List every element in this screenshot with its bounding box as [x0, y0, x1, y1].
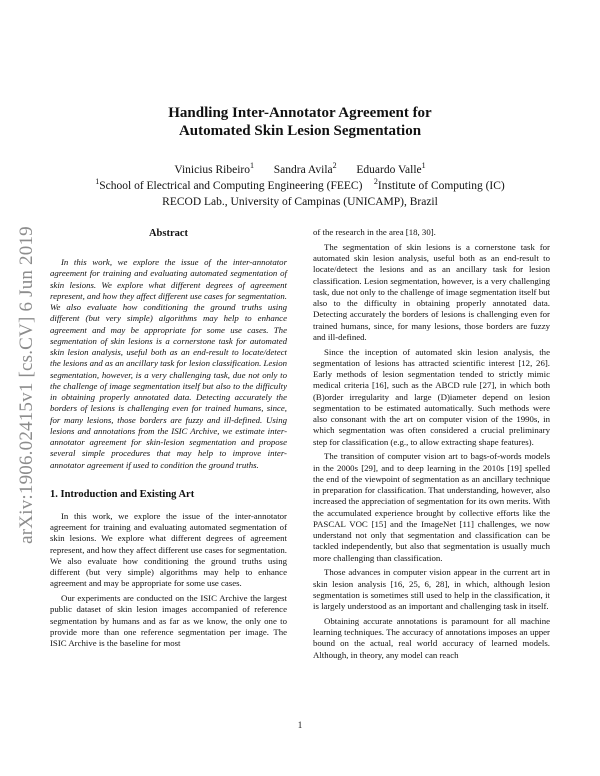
affiliation-line: [60, 174, 540, 194]
body-paragraph: Obtaining accurate annotations is paramount for all machine learning techniques. The accuracy of annotations imposes an upper bound on the actual, real world accuracy of learned models. Although, in theory, any model can reach: [313, 615, 550, 660]
author-name: Sandra Avila: [273, 163, 333, 176]
author-name: Eduardo Valle: [356, 163, 422, 176]
body-paragraph: Those advances in computer vision appear in the current art in skin lesion analysis [16, 25, 6, 28], in which, although lesion segmentation is sometimes still used to help in the classification, it is largely understood as an important and challenging task in itself.: [313, 567, 550, 611]
author-affil-mark: 1: [421, 161, 426, 170]
body-paragraph: The transition of computer vision art to bags-of-words models in the 2000s [29], and to deep learning in the 2010s [19] spelled the end of the viewpoint of segmentation as an ancillary technique in preparation for classification. That understanding, however, also increased the appreciation of segmentation for its own merits. With the accumulated experience brought by collective efforts like the PASCAL VOC [15] and the ImageNet [11] challenges, we now understand not only that segmentation and classification can be tackled independently, but also that segmentation is usually much more challenging than classification.: [313, 451, 550, 563]
abstract-heading: Abstract: [148, 228, 189, 239]
arxiv-identifier: [16, 215, 38, 555]
author-name: Vinicius Ribeiro: [174, 163, 250, 176]
body-paragraph-continuation: of the research in the area [18, 30].: [313, 227, 436, 237]
affiliation-text: Institute of Computing (IC): [377, 179, 505, 192]
right-column: [313, 227, 550, 661]
body-paragraph: Since the inception of automated skin lesion analysis, the segmentation of lesions has attracted scientific interest [12, 26]. Early methods of lesion segmentation tended to strictly mimic medical criteria [16], such as the ABCD rule [27], in which both (B)order irregularity and large (D)iameter depend on lesion segmentation to be estimated automatically. Such methods were also consonant with the art on computer vision of the 1990s, in which segmentation was often considered a crucial preliminary step for classification (e.g., to allow extracting shape features).: [313, 346, 550, 447]
institution: RECOD Lab., University of Campinas (UNICAMP), Brazil: [162, 195, 438, 208]
arxiv-identifier-text: arXiv:1906.02415v1 [cs.CV] 6 Jun 2019: [16, 226, 37, 544]
author-affil-mark: 1: [250, 161, 254, 170]
affiliations: [60, 174, 540, 210]
paper-title: [60, 104, 540, 140]
author-affil-mark: 2: [332, 161, 337, 170]
body-paragraph: In this work, we explore the issue of the inter-annotator agreement for training and evaluating automated segmentation of skin lesions. We explore what different degrees of agreement represent, and how they affect different use cases for segmentation. We also evaluate how conditioning the ground truths using different (but very simple) algorithms may help to enhance agreement and may be appropriate for some use cases.: [50, 510, 287, 589]
left-column: [50, 227, 287, 649]
page-number: 1: [297, 720, 303, 730]
title-line-1: Handling Inter-Annotator Agreement for: [168, 105, 432, 121]
body-paragraph: The segmentation of skin lesions is a cornerstone task for automated skin lesion analysis, useful both as an end-result to locate/detect the lesions and as an ancillary task for lesion classification. Lesion segmentation, however, is a very challenging task, due not only to the challenge of image segmentation itself but also to the difficulty in obtaining properly annotated data. Detecting accurately the borders of lesions is challenging even for trained humans, since, for many lesions, those borders are fuzzy and ill-defined.: [313, 241, 550, 342]
title-line-2: Automated Skin Lesion Segmentation: [178, 123, 422, 139]
affiliation-mark: 1: [95, 177, 100, 186]
abstract-text: In this work, we explore the issue of the inter-annotator agreement for training and evaluating automated segmentation of skin lesions. We explore what different degrees of agreement represent, and how they affect different use cases for segmentation. We also evaluate how conditioning the ground truths using different (but very simple) algorithms may help to enhance agreement and may be appropriate for some use cases. The segmentation of skin lesions is a cornerstone task for automated skin lesion analysis, useful both as an end-result to locate/detect the lesions and as an ancillary task for lesion classification. Lesion segmentation, however, is a very challenging task, due not only to the challenge of image segmentation itself but also to the difficulty in obtaining properly annotated data. Detecting accurately the borders of lesions is challenging even for trained humans, since, for many lesions, those borders are fuzzy and ill-defined. Using lesions and annotations from the ISIC Archive, we estimate inter-annotator agreement for skin-lesion segmentation and propose several simple procedures that may help to improve inter-annotator agreement if used to condition the ground truths.: [50, 257, 287, 470]
section-heading: 1. Introduction and Existing Art: [50, 488, 195, 500]
affiliation-mark: 2: [373, 177, 378, 186]
body-paragraph: Our experiments are conducted on the ISIC Archive the largest public dataset of skin lesion images accompanied of reference segmentation by humans and as far as we know, the only one to provide more than one reference segmentation per image. The ISIC Archive is the baseline for most: [50, 593, 287, 648]
affiliation-text: School of Electrical and Computing Engineering (FEEC): [99, 179, 363, 192]
